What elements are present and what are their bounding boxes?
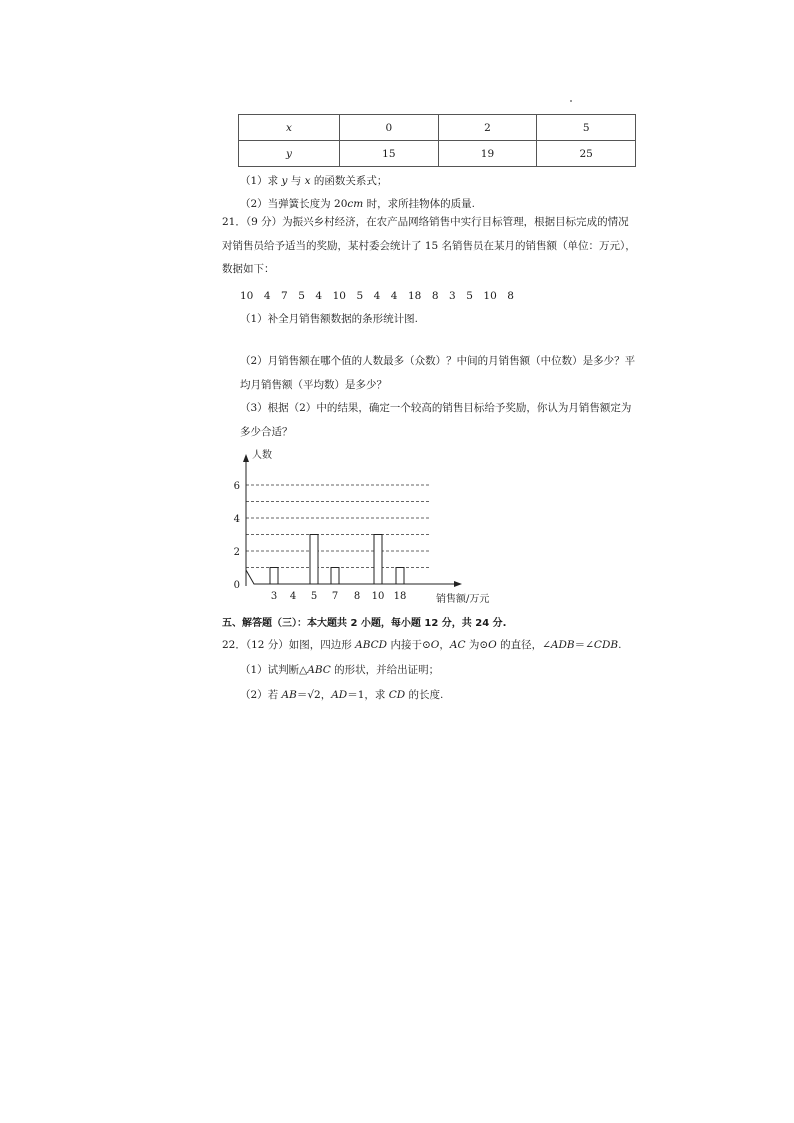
var: O [488, 639, 497, 651]
table-row [239, 141, 636, 167]
q22-intro [222, 637, 621, 652]
section5-title: 五、解答题（三）：本大题共 2 小题，每小题 12 分，共 24 分. [222, 618, 507, 629]
var-y: y [281, 175, 288, 187]
var: AB [281, 689, 297, 701]
bar-5 [310, 535, 318, 585]
var: ADB [550, 639, 575, 651]
y-tick-label: 4 [233, 514, 240, 525]
y-tick-label: 6 [233, 481, 240, 492]
unit-cm: cm [347, 198, 364, 210]
q22-part2 [240, 687, 443, 702]
x-tick-label: 18 [393, 591, 407, 602]
bar-7 [331, 568, 339, 585]
y-tick-label: 2 [233, 547, 240, 558]
table-cell: 0 [340, 115, 439, 141]
table-cell: 5 [537, 115, 636, 141]
text: 与 [287, 175, 305, 187]
q21-intro-text: 21．（9 分）为振兴乡村经济，在农产品网络销售中实行目标管理，根据目标完成的情况对销售员给予适当的奖励，某村委会统计了 15 名销售员在某月的销售额（单位：万元），数据如下： [222, 216, 636, 275]
table-cell: 25 [537, 141, 636, 167]
table-cell: 15 [340, 141, 439, 167]
x-tick-label: 7 [331, 591, 339, 602]
x-tick-label: 5 [310, 591, 318, 602]
q21-intro [222, 211, 636, 282]
y-axis-label: 人数 [252, 450, 272, 461]
var-x: x [304, 175, 311, 187]
q21-data-line: 10 4 7 5 4 10 5 4 4 18 8 3 5 10 8 [240, 290, 514, 302]
text: 内接于⊙ [387, 639, 431, 651]
var: CD [388, 689, 406, 701]
text: ＝∠ [574, 639, 594, 651]
x-tick-label: 8 [353, 591, 361, 602]
text: 为⊙ [465, 639, 489, 651]
text: （1）试判断△ [240, 664, 308, 676]
table-cell: 2 [438, 115, 537, 141]
bar-18 [396, 568, 404, 585]
var: AD [331, 689, 348, 701]
q22-part1 [240, 662, 439, 677]
text: 时，求所挂物体的质量. [363, 198, 475, 210]
table-row [239, 115, 636, 141]
text: 的形状，并给出证明； [330, 664, 440, 676]
q20-part1 [240, 173, 387, 188]
var: O [430, 639, 440, 651]
table-row-label: y [239, 141, 340, 167]
table-cell: 19 [438, 141, 537, 167]
q20-part2 [240, 196, 475, 211]
var: CDB [593, 639, 619, 651]
text: ＝√2， [296, 689, 332, 701]
var: ABC [307, 664, 331, 676]
text: ＝1，求 [347, 689, 389, 701]
bar-3 [270, 568, 278, 585]
q21-part3: （3）根据（2）中的结果，确定一个较高的销售目标给予奖励，你认为月销售额定为多少合适？ [240, 402, 632, 438]
text: （2）若 [240, 689, 282, 701]
x-tick-label: 10 [371, 591, 385, 602]
x-tick-label: 3 [270, 591, 278, 602]
scan-dot [570, 100, 572, 102]
y-tick-label: 0 [233, 580, 240, 591]
q21-part2: （2）月销售额在哪个值的人数最多（众数）？中间的月销售额（中位数）是多少？平均月销售额（平均数）是多少？ [240, 355, 636, 391]
var: ABCD [355, 639, 388, 651]
text: 22．（12 分）如图，四边形 [222, 639, 356, 651]
text: ， [439, 639, 450, 651]
text: 的长度. [405, 689, 444, 701]
x-tick-label: 4 [289, 591, 297, 602]
y-axis-arrow [243, 454, 249, 462]
chart-grid [246, 485, 430, 568]
bar-chart [226, 446, 496, 606]
x-axis-label: 销售额/万元 [436, 594, 490, 605]
q21-part1: （1）补全月销售额数据的条形统计图. [240, 313, 419, 325]
x-axis-arrow [454, 581, 462, 587]
text: 的函数关系式； [310, 175, 388, 187]
text: （2）当弹簧长度为 20 [240, 198, 348, 210]
text: . [618, 639, 622, 651]
bar-10 [374, 535, 382, 585]
text: 的直径，∠ [496, 639, 551, 651]
text: （1）求 [240, 175, 282, 187]
var: AC [449, 639, 466, 651]
xy-table [238, 114, 636, 167]
table-row-label: x [239, 115, 340, 141]
